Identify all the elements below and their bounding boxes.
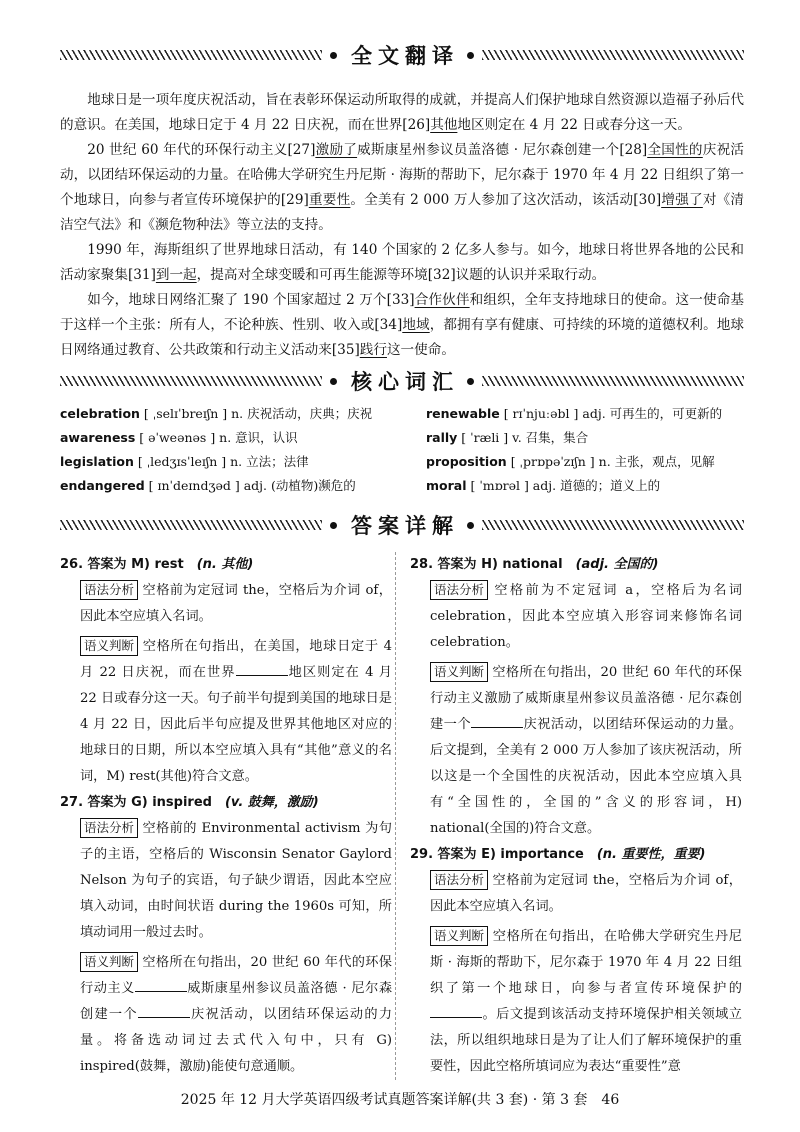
- answer-underline: 其他: [430, 117, 458, 133]
- column-divider: [395, 552, 396, 1080]
- translation-paragraph-1: 地球日是一项年度庆祝活动，旨在表彰环保运动所取得的成就，并提高人们保护地球自然资源以造福子孙后代的意识。在美国，地球日定于 4 月 22 日庆祝，而在世界[26]其他地区则定在 4 月 22 日或春分这一天。: [60, 92, 744, 133]
- semantic-analysis-29: 语义判断 空格所在句指出，在哈佛大学研究生丹尼斯 · 海斯的帮助下，尼尔森于 1970 年 4 月 22 日组织了第一个地球日，向参与者宣传环境保护的。后文提到该活动支持环境保护相关领域立法，所以组织地球日是为了让人们了解环境保护的重要性，因此空格所填词应为表达“重要性”意: [430, 928, 742, 1074]
- vocab-list: [60, 402, 744, 498]
- grammar-tag: 语法分析: [80, 818, 138, 838]
- dot-icon: [330, 522, 337, 529]
- grammar-tag: 语法分析: [430, 870, 488, 890]
- answer-underline: 增强了: [661, 192, 703, 208]
- semantic-tag: 语义判断: [80, 636, 138, 656]
- blank-line: [135, 978, 187, 992]
- answer-underline: 激励了: [315, 142, 358, 158]
- vocab-item: renewable [ rɪˈnjuːəbl ] adj. 可再生的，可更新的: [426, 406, 723, 421]
- blank-line: [430, 1004, 482, 1018]
- hatch-decoration: [482, 50, 744, 60]
- translation-paragraph-2: 20 世纪 60 年代的环保行动主义[27]激励了威斯康星州参议员盖洛德 · 尼尔森创建一个[28]全国性的庆祝活动，以团结环保运动的力量。在哈佛大学研究生丹尼斯 · 海斯的帮助下，尼尔森于 1970 年 4 月 22 日组织了第一个地球日，向参与者宣传环境保护的[29]重要性。全美有 2 000 万人参加了这次活动，该活动[30]增强了对《清洁空气法》和《濒危物种法》等立法的支持。: [60, 142, 745, 233]
- translation-paragraph-4: 如今，地球日网络汇聚了 190 个国家超过 2 万个[33]合作伙伴和组织，全年支持地球日的使命。这一使命基于这样一个主张：所有人，不论种族、性别、收入或[34]地域，都拥有享有健康、可持续的环境的道德权利。地球日网络通过教育、公共政策和行动主义活动来[35]践行这一使命。: [60, 292, 745, 358]
- page-footer: 2025 年 12 月大学英语四级考试真题答案详解(共 3 套) · 第 3 套 46: [180, 1092, 620, 1108]
- hatch-decoration: [60, 50, 322, 60]
- answer-heading-28: 28. 答案为 H) national (adj. 全国的): [410, 557, 659, 572]
- section-banner-answers: [60, 510, 744, 540]
- section-title: 答案详解: [351, 514, 459, 538]
- answer-underline: 到一起: [155, 267, 197, 283]
- vocab-item: rally [ ˈræli ] v. 召集，集合: [426, 430, 589, 445]
- vocab-item: awareness [ əˈweənəs ] n. 意识，认识: [60, 430, 298, 445]
- hatch-decoration: [482, 520, 744, 530]
- hatch-decoration: [60, 376, 322, 386]
- dot-icon: [467, 52, 474, 59]
- grammar-analysis-26: 语法分析 空格前为定冠词 the，空格后为介词 of，因此本空应填入名词。: [80, 582, 392, 624]
- section-banner-vocab: [60, 366, 744, 396]
- section-title: 全文翻译: [351, 44, 459, 68]
- section-banner-translation: [60, 40, 744, 70]
- translation-paragraph-3: 1990 年，海斯组织了世界地球日活动，有 140 个国家的 2 亿多人参与。如今，地球日将世界各地的公民和活动家聚集[31]到一起，提高对全球变暖和可再生能源等环境[32]议题的认识并采取行动。: [60, 242, 744, 283]
- hatch-decoration: [60, 520, 322, 530]
- translation-body: [60, 88, 744, 363]
- grammar-tag: 语法分析: [430, 580, 488, 600]
- dot-icon: [467, 522, 474, 529]
- grammar-tag: 语法分析: [80, 580, 138, 600]
- answers-column-left: [60, 552, 392, 1080]
- dot-icon: [330, 52, 337, 59]
- answer-heading-26: 26. 答案为 M) rest (n. 其他): [60, 557, 254, 572]
- grammar-analysis-28: 语法分析 空格前为不定冠词 a，空格后为名词 celebration，因此本空应填入形容词来修饰名词 celebration。: [430, 582, 742, 650]
- vocab-item: endangered [ ɪnˈdeɪndʒəd ] adj. (动植物)濒危的: [60, 478, 356, 493]
- answer-heading-29: 29. 答案为 E) importance (n. 重要性，重要): [410, 847, 706, 862]
- answer-underline: 合作伙伴: [414, 292, 470, 308]
- blank-line: [236, 662, 288, 676]
- dot-icon: [467, 378, 474, 385]
- semantic-analysis-26: 语义判断 空格所在句指出，在美国，地球日定于 4 月 22 日庆祝，而在世界 地区则定在 4 月 22 日或春分这一天。句子前半句提到美国的地球日是 4 月 22 日，因此后半句应提及世界其他地区对应的地球日的日期，所以本空应填入具有“其他”意义的名词，M) rest(其他)符合文意。: [80, 638, 392, 784]
- semantic-analysis-28: 语义判断 空格所在句指出，20 世纪 60 年代的环保行动主义激励了威斯康星州参议员盖洛德 · 尼尔森创建一个 庆祝活动，以团结环保运动的力量。后文提到，全美有 2 000 万人参加了该庆祝活动，所以这是一个全国性的庆祝活动，因此本空应填入具有“全国性的，全国的”含义的形容词，H) national(全国的)符合文意。: [430, 664, 743, 836]
- semantic-analysis-27: 语义判断 空格所在句指出，20 世纪 60 年代的环保行动主义 威斯康星州参议员盖洛德 · 尼尔森创建一个 庆祝活动，以团结环保运动的力量。将备选动词过去式代入句中，只有 G) inspired(鼓舞，激励)能使句意通顺。: [80, 954, 393, 1074]
- answer-heading-27: 27. 答案为 G) inspired (v. 鼓舞，激励): [60, 795, 319, 810]
- vocab-item: moral [ ˈmɒrəl ] adj. 道德的；道义上的: [426, 478, 661, 493]
- vocab-item: legislation [ ˌledʒɪsˈleɪʃn ] n. 立法；法律: [60, 454, 309, 469]
- grammar-analysis-27: 语法分析 空格前的 Environmental activism 为句子的主语，空格后的 Wisconsin Senator Gaylord Nelson 为句子的宾语，句子缺少谓语，因此本空应填入动词，由时间状语 during the 1960s 可知，所填动词用一般过去时。: [80, 820, 392, 940]
- hatch-decoration: [482, 376, 744, 386]
- grammar-analysis-29: 语法分析 空格前为定冠词 the，空格后为介词 of，因此本空应填入名词。: [430, 872, 742, 914]
- answer-underline: 重要性: [308, 192, 351, 208]
- section-title: 核心词汇: [351, 370, 459, 394]
- vocab-item: celebration [ ˌselɪˈbreɪʃn ] n. 庆祝活动，庆典；庆祝: [60, 406, 373, 421]
- blank-line: [471, 714, 523, 728]
- answers-column-right: [410, 552, 742, 1080]
- semantic-tag: 语义判断: [80, 952, 138, 972]
- semantic-tag: 语义判断: [430, 926, 488, 946]
- answer-underline: 地域: [402, 317, 430, 333]
- blank-line: [138, 1004, 190, 1018]
- answer-underline: 践行: [359, 342, 387, 358]
- vocab-column-left: [60, 402, 378, 498]
- semantic-tag: 语义判断: [430, 662, 488, 682]
- vocab-column-right: [378, 402, 744, 498]
- dot-icon: [330, 378, 337, 385]
- vocab-item: proposition [ ˌprɒpəˈzɪʃn ] n. 主张，观点，见解: [426, 454, 715, 469]
- answer-underline: 全国性的: [647, 142, 703, 158]
